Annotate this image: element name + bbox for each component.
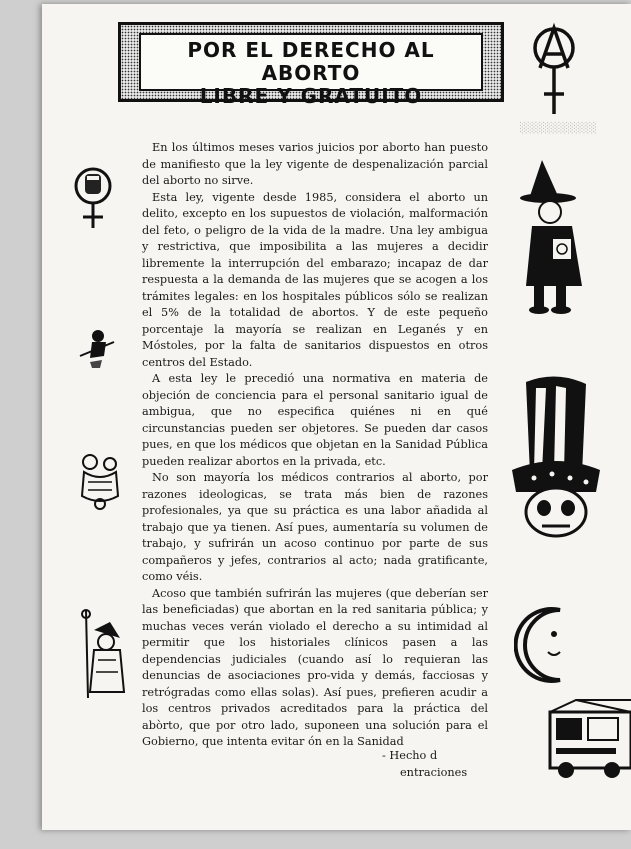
paragraph: Esta ley, vigente desde 1985, considera el aborto un delito, excepto en los supuestos de violación, malformación del feto, o peligro de la vida de la madre. Una ley ambigua y restrictiva, que imposibilita a las mujeres a decidir libremente la interrupción del embarazo; incapaz de dar respuesta a la demanda de las mujeres que se acogen a los trámites legales: en los hospitales públicos sólo se realizan el 5% de la totalidad de abortos. Y de este pequeño porcentaje la mayoría se realizan en Leganés y en Móstoles, por la falta de sanitarios dispuestos en otros centros del Estado. [142,190,488,369]
show-through-text: ░░░░░░░░░░ [520,123,597,134]
document-page [42,4,631,830]
paragraph: No son mayoría los médicos contrarios al aborto, por razones ideologicas, se trata más bien de razones profesionales, ya que su práctica es una labor añadida al trabajo que ya tienen. Así pues, aumentaría su volumen de trabajo, y sufrirán un acoso continuo por parte de sus compañeros y jefes, contrarios al acto; nada gratificante, como véis. [142,471,488,583]
paragraph: En los últimos meses varios juicios por aborto han puesto de manifiesto que la ley vigente de despenalización parcial del aborto no sirve. [142,141,488,187]
fire-truck-icon [546,698,631,782]
title-line-2: LIBRE Y GRATUITO [199,84,423,108]
article-body [142,140,488,751]
paragraph: A esta ley le precedió una normativa en materia de objeción de conciencia para el personal sanitario igual de ambigua, que no especifica quiénes ni en qué circunstancias pueden ser objetores. Se pueden dar casos pues, en que los médicos que objetan en la Sanidad Pública pueden realizar abortos en la privada, etc. [142,372,488,468]
anarchy-feminist-symbol-icon [530,22,578,120]
hooded-figure-icon [76,608,128,702]
title-line-1: POR EL DERECHO AL ABORTO [187,38,435,85]
feminist-fist-symbol-icon [70,164,116,232]
flag-skull-icon [506,374,606,542]
moon-face-icon [514,604,586,686]
paragraph: Acoso que también sufrirán las mujeres (que deberían ser las beneficiadas) que abortan en la red sanitaria pública; y muchas veces verán violado el derecho a su intimidad al permitir que los historiales clínicos pasen a las dependencias judiciales (cuando así lo requieran las denuncias de asociaciones pro-vida y demás, facciosas y retrógradas como ellas solas). Así pues, prefieren acudir a los centros privados acreditados para la práctica del abòrto, que por otro lado, suponeen una solución para el Gobierno, que intenta evitar ón en la Sanidad [142,586,488,748]
page-title [139,33,483,108]
clipped-text [142,748,488,781]
cartoon-figures-icon [78,452,124,512]
clipped-line-1: - Hecho d [382,749,438,762]
broom-rider-icon [78,322,118,370]
clipped-line-2: entraciones [400,765,468,779]
title-frame [118,22,504,108]
witch-figure-icon [512,156,602,321]
